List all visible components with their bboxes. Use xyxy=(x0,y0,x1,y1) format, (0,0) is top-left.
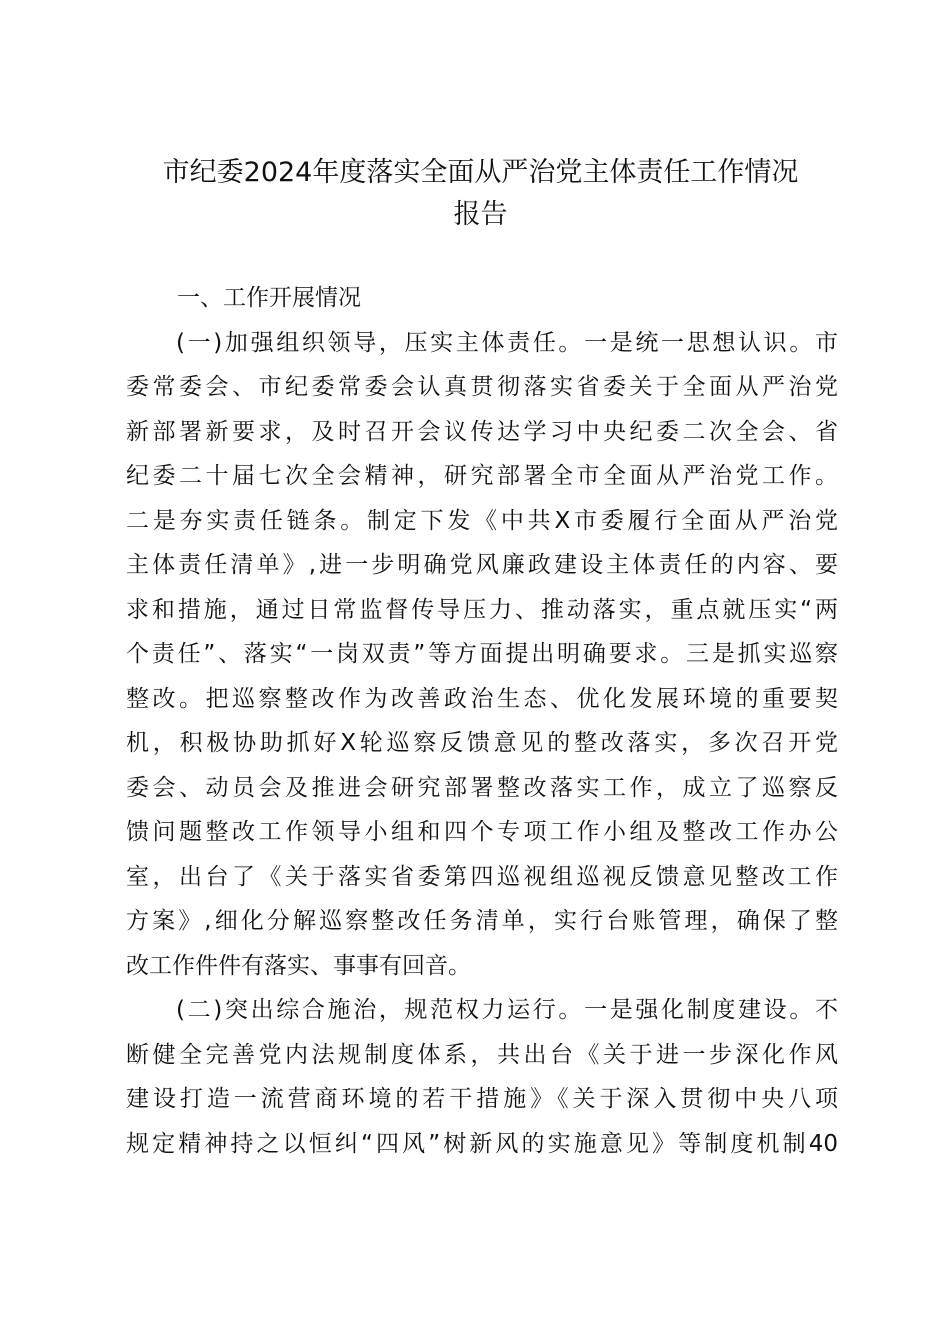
paragraph-line: 整改。把巡察整改作为改善政治生态、优化发展环境的重要契 xyxy=(126,685,838,712)
title-line-2: 报告 xyxy=(453,199,508,230)
paragraph-line: 断健全完善党内法规制度体系，共出台《关于进一步深化作风 xyxy=(126,1041,838,1068)
paragraph-line: 改工作件件有落实、事事有回音。 xyxy=(126,952,471,979)
section-heading: 一、工作开展情况 xyxy=(177,285,361,311)
paragraph-line: 委常委会、市纪委常委会认真贯彻落实省委关于全面从严治党 xyxy=(126,374,838,400)
paragraph-line: 馈问题整改工作领导小组和四个专项工作小组及整改工作办公 xyxy=(126,819,838,845)
title-line-1: 市纪委2024年度落实全面从严治党主体责任工作情况 xyxy=(162,157,799,188)
document-title xyxy=(128,152,833,236)
paragraph-line: 建设打造一流营商环境的若干措施》《关于深入贯彻中央八项 xyxy=(126,1086,838,1112)
paragraph-line: 新部署新要求，及时召开会议传达学习中央纪委二次全会、省 xyxy=(126,418,838,445)
paragraph-line: 求和措施，通过日常监督传导压力、推动落实，重点就压实“两 xyxy=(126,596,838,623)
paragraph-line: 主体责任清单》,进一步明确党风廉政建设主体责任的内容、要 xyxy=(126,552,838,578)
paragraph-line: 方案》,细化分解巡察整改任务清单，实行台账管理，确保了整 xyxy=(126,908,838,934)
paragraph-line: 机，积极协助抓好X轮巡察反馈意见的整改落实，多次召开党 xyxy=(126,730,838,756)
document-body xyxy=(126,276,838,1166)
paragraph-line: 规定精神持之以恒纠“四风”树新风的实施意见》等制度机制40 xyxy=(126,1130,838,1157)
paragraph-line: (二)突出综合施治，规范权力运行。一是强化制度建设。不 xyxy=(176,997,838,1023)
paragraph-line: 室，出台了《关于落实省委第四巡视组巡视反馈意见整改工作 xyxy=(126,863,838,890)
paragraph-1 xyxy=(126,321,838,989)
paragraph-line: 纪委二十届七次全会精神，研究部署全市全面从严治党工作。 xyxy=(126,463,838,489)
paragraph-line: 个责任”、落实“一岗双责”等方面提出明确要求。三是抓实巡察 xyxy=(126,641,838,667)
paragraph-line: 二是夯实责任链条。制定下发《中共X市委履行全面从严治党 xyxy=(126,507,838,534)
paragraph-line: 委会、动员会及推进会研究部署整改落实工作，成立了巡察反 xyxy=(126,774,838,801)
paragraph-2 xyxy=(126,988,838,1166)
paragraph-line: (一)加强组织领导，压实主体责任。一是统一思想认识。市 xyxy=(176,329,838,356)
